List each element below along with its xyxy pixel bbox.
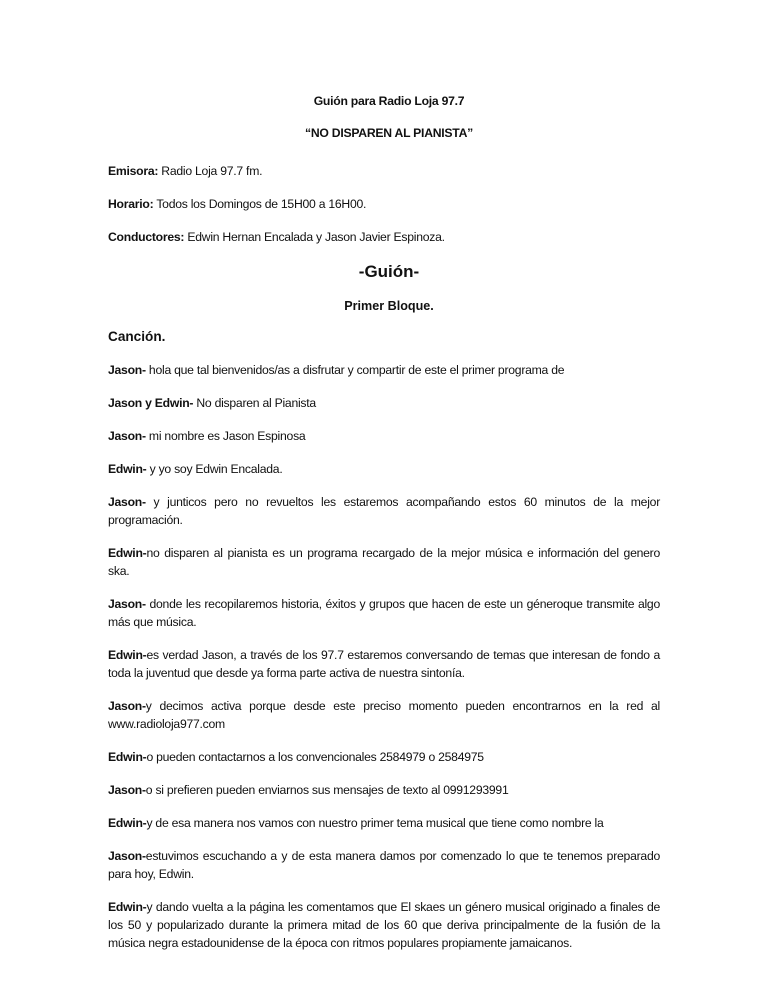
info-value: Edwin Hernan Encalada y Jason Javier Espinoza. — [184, 230, 445, 244]
dialogue-line — [108, 493, 660, 529]
document-subtitle: “NO DISPAREN AL PIANISTA” — [305, 126, 473, 140]
speaker: Edwin- — [108, 462, 147, 476]
dialogue-line — [108, 898, 660, 952]
info-label: Conductores: — [108, 230, 185, 244]
section-heading: -Guión- — [358, 262, 420, 281]
dialogue-line — [108, 460, 660, 478]
dialogue-line — [108, 748, 660, 766]
dialogue-line — [108, 595, 660, 631]
dialogue-line — [108, 427, 660, 445]
info-label: Emisora: — [108, 164, 159, 178]
dialogue-line — [108, 394, 660, 412]
speaker: Jason- — [108, 597, 146, 611]
line-text: es verdad Jason, a través de los 97.7 estaremos conversando de temas que interesan de fondo a toda la juventud que desde ya forma parte activa de nuestra sintonía. — [108, 648, 660, 680]
info-label: Horario: — [108, 197, 154, 211]
speaker: Jason- — [108, 783, 146, 797]
speaker: Edwin- — [108, 816, 147, 830]
speaker: Jason- — [108, 495, 146, 509]
dialogue-line — [108, 646, 660, 682]
speaker: Jason- — [108, 429, 146, 443]
line-text: y decimos activa porque desde este preciso momento pueden encontrarnos en la red al www.radioloja977.com — [108, 699, 660, 731]
speaker: Jason- — [108, 849, 146, 863]
line-text: mi nombre es Jason Espinosa — [145, 429, 306, 443]
info-horario — [108, 195, 660, 213]
line-text: y junticos pero no revueltos les estaremos acompañando estos 60 minutos de la mejor programación. — [108, 495, 660, 527]
info-conductores — [108, 228, 660, 246]
dialogue-line — [108, 544, 660, 580]
line-text: donde les recopilaremos historia, éxitos y grupos que hacen de este un géneroque transmite algo más que música. — [108, 597, 660, 629]
info-value: Radio Loja 97.7 fm. — [158, 164, 263, 178]
info-value: Todos los Domingos de 15H00 a 16H00. — [153, 197, 367, 211]
document-title: Guión para Radio Loja 97.7 — [313, 94, 465, 108]
dialogue-line — [108, 814, 660, 832]
line-text: o pueden contactarnos a los convencionales 2584979 o 2584975 — [146, 750, 484, 764]
speaker: Jason- — [108, 363, 146, 377]
dialogue-line — [108, 847, 660, 883]
line-text: o si prefieren pueden enviarnos sus mensajes de texto al 0991293991 — [145, 783, 509, 797]
block-heading: Primer Bloque. — [344, 299, 434, 313]
line-text: No disparen al Pianista — [193, 396, 316, 410]
speaker: Jason y Edwin- — [108, 396, 194, 410]
speaker: Jason- — [108, 699, 146, 713]
dialogue-line — [108, 781, 660, 799]
line-text: y de esa manera nos vamos con nuestro primer tema musical que tiene como nombre la — [146, 816, 604, 830]
speaker: Edwin- — [108, 648, 147, 662]
line-text: y dando vuelta a la página les comentamos que El skaes un género musical originado a finales de los 50 y popularizado durante la primera mitad de los 60 que deriva principalmente de la fusión de la música negra estadounidense de la época con ritmos populares propiamente jamaicanos. — [108, 900, 660, 950]
line-text: estuvimos escuchando a y de esta manera damos por comenzado lo que te tenemos preparado para hoy, Edwin. — [108, 849, 660, 881]
info-emisora — [108, 162, 660, 180]
song-label: Canción. — [108, 329, 166, 344]
speaker: Edwin- — [108, 900, 147, 914]
line-text: y yo soy Edwin Encalada. — [146, 462, 283, 476]
line-text: no disparen al pianista es un programa recargado de la mejor música e información del genero ska. — [108, 546, 660, 578]
dialogue-line — [108, 697, 660, 733]
speaker: Edwin- — [108, 546, 147, 560]
dialogue-line — [108, 361, 660, 379]
line-text: hola que tal bienvenidos/as a disfrutar y compartir de este el primer programa de — [145, 363, 565, 377]
speaker: Edwin- — [108, 750, 147, 764]
